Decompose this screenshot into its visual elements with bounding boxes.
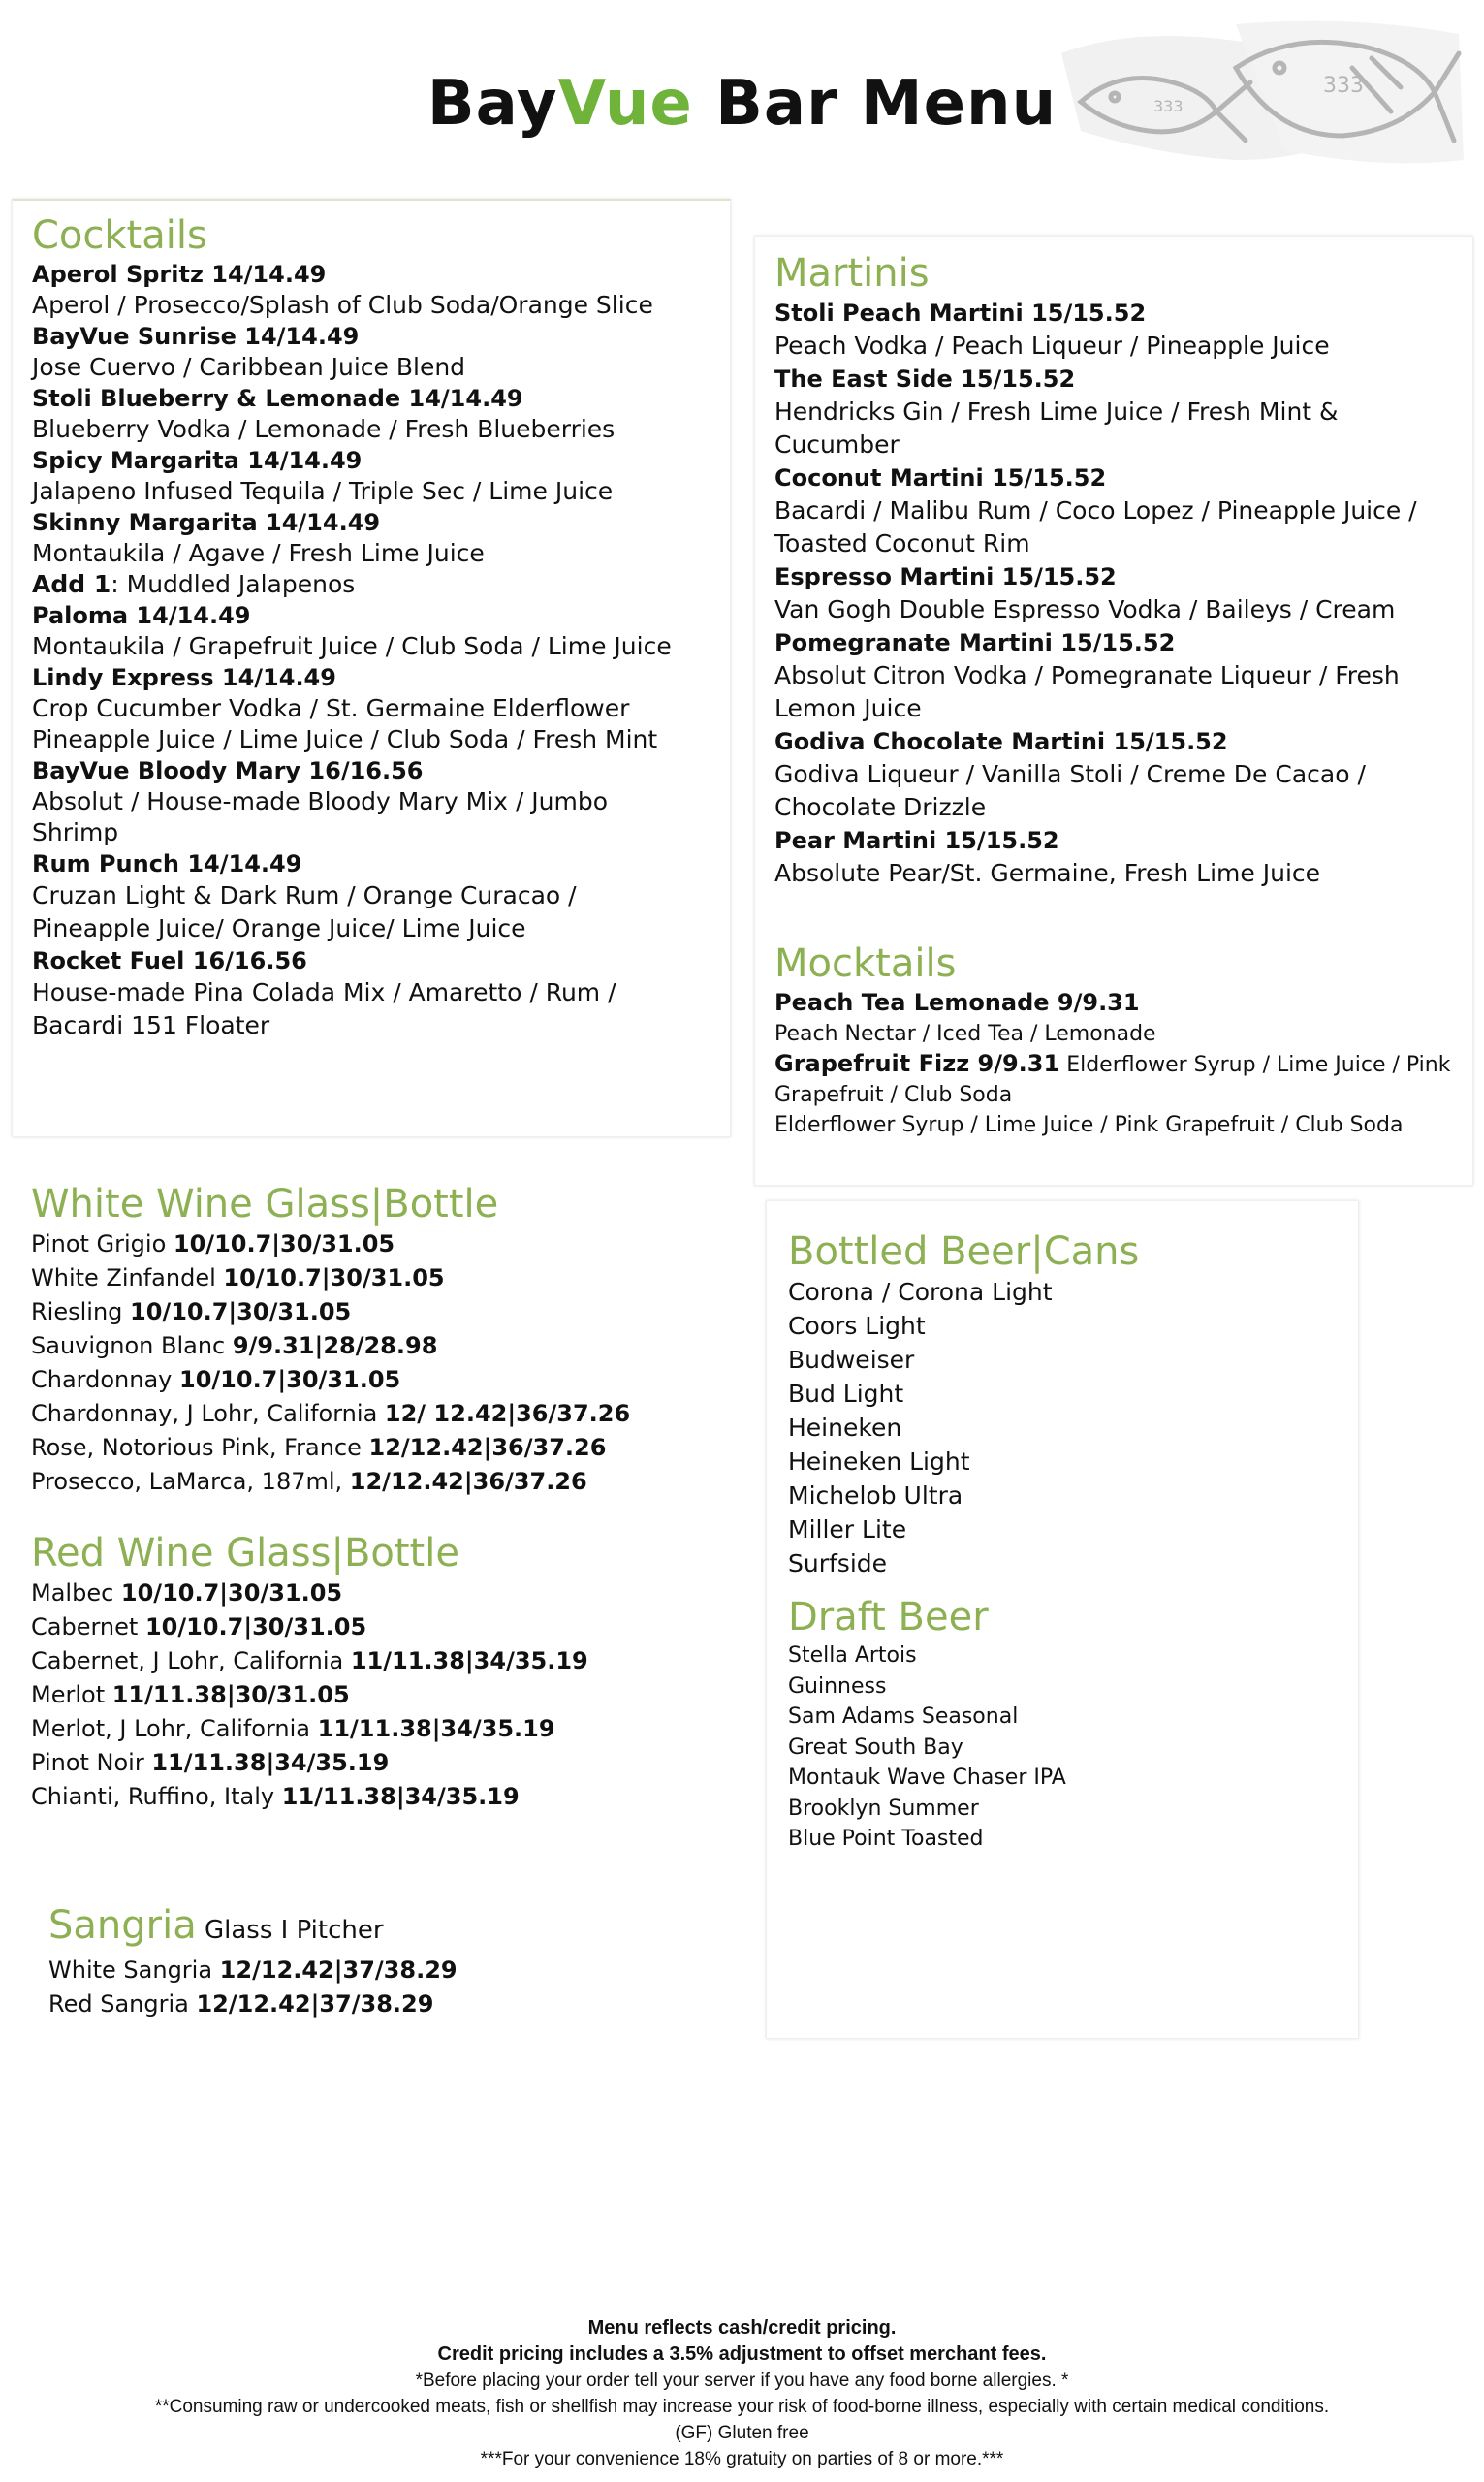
menu-item-desc: Grapefruit Fizz 9/9.31 Elderflower Syrup / Lime Juice / Pink Grapefruit / Club Soda: [774, 1050, 1451, 1107]
beer-section: [766, 1200, 1359, 2039]
menu-item-desc: Van Gogh Double Espresso Vodka / Baileys / Cream: [774, 595, 1396, 623]
footer-line: *Before placing your order tell your server if you have any food borne allergies. *: [415, 2371, 1069, 2391]
bottled-beer-title: Bottled Beer|Cans: [788, 1229, 1140, 1274]
list-item: Merlot, J Lohr, California 11/11.38|34/35.19: [31, 1715, 555, 1742]
footer-line: **Consuming raw or undercooked meats, fish or shellfish may increase your risk of food-borne illness, especially with certain medical conditions.: [154, 2397, 1330, 2417]
menu-item-desc: Jose Cuervo / Caribbean Juice Blend: [32, 353, 466, 381]
list-item: Heineken Light: [788, 1448, 970, 1476]
list-item: Brooklyn Summer: [788, 1796, 979, 1821]
martinis-title: Martinis: [774, 251, 930, 296]
list-item: Cabernet 10/10.7|30/31.05: [31, 1613, 367, 1640]
list-item: Sam Adams Seasonal: [788, 1704, 1019, 1729]
list-item: White Zinfandel 10/10.7|30/31.05: [31, 1264, 445, 1291]
red-wine-title: Red Wine Glass|Bottle: [31, 1531, 459, 1575]
list-item: Pinot Noir 11/11.38|34/35.19: [31, 1749, 390, 1776]
page-title: BayVue Bar Menu: [426, 68, 1058, 140]
list-item: Corona / Corona Light: [788, 1278, 1053, 1306]
draft-beer-title: Draft Beer: [788, 1595, 989, 1639]
menu-item-desc: Aperol / Prosecco/Splash of Club Soda/Orange Slice: [32, 291, 653, 319]
sangria-title: Sangria Glass I Pitcher: [48, 1903, 384, 1948]
menu-item-name: Pomegranate Martini 15/15.52: [774, 629, 1176, 656]
list-item: Blue Point Toasted: [788, 1827, 984, 1851]
red-wine-section: [31, 1530, 739, 1814]
menu-item-name: BayVue Bloody Mary 16/16.56: [32, 757, 424, 784]
menu-item-name: BayVue Sunrise 14/14.49: [32, 323, 360, 350]
menu-item-desc: Absolute Pear/St. Germaine, Fresh Lime Juice: [774, 859, 1321, 887]
sangria-section: [48, 1902, 727, 2021]
menu-item-name: Lindy Express 14/14.49: [32, 664, 336, 691]
menu-item-name: The East Side 15/15.52: [774, 366, 1076, 393]
menu-item-name: Paloma 14/14.49: [32, 602, 251, 629]
menu-item-name: Peach Tea Lemonade 9/9.31: [774, 989, 1140, 1016]
menu-item-desc: Godiva Liqueur / Vanilla Stoli / Creme De Cacao / Chocolate Drizzle: [774, 760, 1366, 821]
menu-item-desc: Peach Nectar / Iced Tea / Lemonade: [774, 1022, 1156, 1046]
list-item: Heineken: [788, 1414, 902, 1442]
menu-item-name: Spicy Margarita 14/14.49: [32, 447, 363, 474]
menu-item-name: Stoli Peach Martini 15/15.52: [774, 300, 1147, 327]
list-item: White Sangria 12/12.42|37/38.29: [48, 1957, 458, 1984]
white-wine-section: [31, 1181, 739, 1499]
footer-notes: [0, 2315, 1484, 2472]
list-item: Red Sangria 12/12.42|37/38.29: [48, 1990, 434, 2018]
cocktails-title: Cocktails: [32, 213, 207, 258]
menu-item-desc: Elderflower Syrup / Lime Juice / Pink Grapefruit / Club Soda: [774, 1113, 1404, 1137]
menu-item-desc: Bacardi / Malibu Rum / Coco Lopez / Pineapple Juice / Toasted Coconut Rim: [774, 496, 1417, 557]
menu-item-desc: Jalapeno Infused Tequila / Triple Sec / Lime Juice: [32, 477, 614, 505]
footer-line: Menu reflects cash/credit pricing.: [587, 2317, 897, 2339]
menu-item-desc: Peach Vodka / Peach Liqueur / Pineapple Juice: [774, 332, 1330, 360]
menu-item-desc: Blueberry Vodka / Lemonade / Fresh Blueberries: [32, 415, 616, 443]
list-item: Merlot 11/11.38|30/31.05: [31, 1681, 350, 1708]
menu-item-name: Coconut Martini 15/15.52: [774, 464, 1107, 492]
svg-text:333: 333: [1153, 97, 1184, 115]
menu-item-name: Skinny Margarita 14/14.49: [32, 509, 381, 536]
menu-item-desc: House-made Pina Colada Mix / Amaretto / Rum / Bacardi 151 Floater: [32, 978, 616, 1039]
footer-line: Credit pricing includes a 3.5% adjustment to offset merchant fees.: [437, 2343, 1047, 2365]
list-item: Prosecco, LaMarca, 187ml, 12/12.42|36/37.26: [31, 1468, 587, 1495]
white-wine-title: White Wine Glass|Bottle: [31, 1182, 499, 1226]
menu-item-name: Godiva Chocolate Martini 15/15.52: [774, 728, 1228, 755]
list-item: Bud Light: [788, 1380, 904, 1408]
list-item: Miller Lite: [788, 1515, 907, 1543]
menu-item-desc: Crop Cucumber Vodka / St. Germaine Elderflower Pineapple Juice / Lime Juice / Club Soda / Fresh Mint: [32, 694, 658, 753]
list-item: Riesling 10/10.7|30/31.05: [31, 1298, 352, 1325]
list-item: Rose, Notorious Pink, France 12/12.42|36/37.26: [31, 1434, 607, 1461]
menu-item-name: Rum Punch 14/14.49: [32, 850, 302, 877]
list-item: Michelob Ultra: [788, 1481, 963, 1510]
menu-item-name: Rocket Fuel 16/16.56: [32, 947, 307, 974]
list-item: Sauvignon Blanc 9/9.31|28/28.98: [31, 1332, 438, 1359]
fish-logo-icon: [1061, 15, 1468, 175]
list-item: Guinness: [788, 1673, 887, 1699]
list-item: Pinot Grigio 10/10.7|30/31.05: [31, 1230, 395, 1257]
list-item: Chardonnay 10/10.7|30/31.05: [31, 1366, 401, 1393]
menu-item-desc: Absolut Citron Vodka / Pomegranate Liqueur / Fresh Lemon Juice: [774, 661, 1400, 722]
menu-item-name: Pear Martini 15/15.52: [774, 827, 1059, 854]
list-item: Cabernet, J Lohr, California 11/11.38|34/35.19: [31, 1647, 588, 1674]
footer-line: (GF) Gluten free: [675, 2423, 809, 2443]
svg-text:333: 333: [1323, 74, 1364, 98]
list-item: Great South Bay: [788, 1734, 963, 1760]
martinis-section: [754, 236, 1473, 1186]
menu-item-desc: Hendricks Gin / Fresh Lime Juice / Fresh Mint & Cucumber: [774, 398, 1339, 459]
mocktails-title: Mocktails: [774, 941, 957, 986]
menu-item-desc: Montaukila / Agave / Fresh Lime Juice: [32, 539, 485, 567]
menu-item-desc: Montaukila / Grapefruit Juice / Club Soda / Lime Juice: [32, 632, 672, 660]
list-item: Budweiser: [788, 1346, 915, 1374]
cocktails-section: [12, 199, 731, 1137]
list-item: Malbec 10/10.7|30/31.05: [31, 1579, 343, 1607]
footer-line: ***For your convenience 18% gratuity on parties of 8 or more.***: [480, 2449, 1004, 2469]
menu-item-name: Aperol Spritz 14/14.49: [32, 261, 327, 288]
addon-line: Add 1: Muddled Jalapenos: [32, 570, 356, 598]
list-item: Stella Artois: [788, 1643, 917, 1668]
menu-item-name: Espresso Martini 15/15.52: [774, 563, 1117, 590]
list-item: Montauk Wave Chaser IPA: [788, 1766, 1066, 1790]
menu-item-desc: Cruzan Light & Dark Rum / Orange Curacao / Pineapple Juice/ Orange Juice/ Lime Juice: [32, 881, 577, 942]
menu-item-desc: Absolut / House-made Bloody Mary Mix / Jumbo Shrimp: [32, 787, 609, 846]
list-item: Chardonnay, J Lohr, California 12/ 12.42|36/37.26: [31, 1400, 631, 1427]
list-item: Chianti, Ruffino, Italy 11/11.38|34/35.19: [31, 1783, 520, 1810]
list-item: Coors Light: [788, 1312, 926, 1340]
list-item: Surfside: [788, 1549, 888, 1577]
menu-item-name: Stoli Blueberry & Lemonade 14/14.49: [32, 385, 523, 412]
